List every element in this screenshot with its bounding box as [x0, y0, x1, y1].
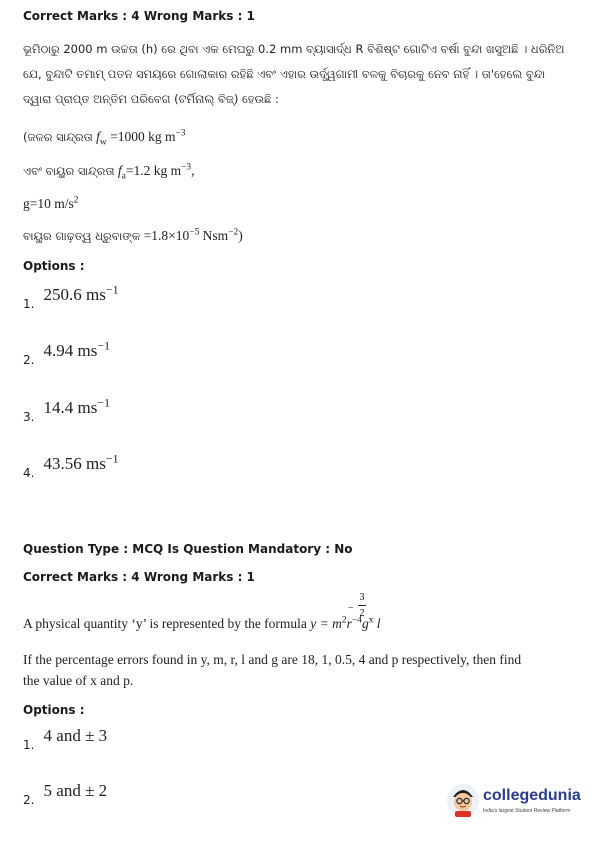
option-value: 14.4 $ms^{-1}$: [43, 395, 111, 417]
formula-intro: A physical quantity ‘y’ is represented by the formula: [23, 616, 307, 631]
g-var: g: [361, 616, 369, 631]
air-exp: −3: [181, 162, 192, 173]
water-subscript: w: [99, 137, 107, 148]
formula-lhs: y = m: [310, 616, 342, 631]
visc-end: ): [238, 228, 243, 243]
option-value: 250.6 $ms^{-1}$: [43, 282, 119, 304]
option-value: 4 and ± 3: [43, 726, 108, 745]
collegedunia-logo: [446, 783, 586, 823]
q1-given-air: [23, 160, 195, 182]
q2-option-1[interactable]: [23, 726, 108, 752]
option-number: 2.: [23, 353, 35, 367]
visc-label: ବାୟୁର ଗାଢ଼ତ୍ୱ ଧ୍ରୁବାଙ୍କ: [23, 229, 141, 243]
l-exp-sign: −: [348, 603, 354, 614]
l-exp-fraction-bar: [358, 605, 366, 606]
q1-options-label: Options :: [23, 259, 85, 273]
air-label: ଏବଂ ବାୟୁର ସାନ୍ଦ୍ରତା: [23, 164, 115, 178]
air-symbol: f: [117, 163, 122, 178]
g-value: g=10 m/s: [23, 196, 74, 211]
q1-option-3[interactable]: [23, 395, 111, 424]
l-var: l: [376, 616, 381, 631]
l-exp-sign-wrap: [348, 603, 369, 614]
q2-text-line-2: the value of x and p.: [23, 673, 134, 688]
g-exp: x: [368, 615, 374, 626]
q1-option-4[interactable]: [23, 451, 119, 480]
q1-option-2[interactable]: [23, 338, 111, 367]
student-mascot-icon: [446, 783, 480, 819]
q2-marks-line: Correct Marks : 4 Wrong Marks : 1: [23, 570, 255, 584]
q2-option-2[interactable]: [23, 781, 108, 807]
visc-unit-exp: −2: [228, 227, 239, 238]
option-number: 4.: [23, 466, 35, 480]
air-end: ,: [191, 163, 195, 178]
q1-option-1[interactable]: [23, 282, 119, 311]
q1-text-line-1: ଭୂମିଠାରୁ 2000 m ଉଚ୍ଚତା (h) ରେ ଥିବା ଏକ ମେଘରୁ 0.2 mm ବ୍ୟାସାର୍ଦ୍ଧ R ବିଶିଷ୍ଟ ଗୋଟିଏ ବର୍ଷା ବୁନ୍ଦା ଖସୁଅଛି । ଧରିନିଅ: [23, 42, 565, 56]
option-number: 1.: [23, 738, 35, 752]
air-subscript: a: [121, 171, 126, 182]
q1-text-line-2: ଯେ, ବୁନ୍ଦାଟି ତମାମ୍ ପତନ ସମୟରେ ଗୋଲାକାର ରହିଛି ଏବଂ ଏହାର ଉର୍ଦ୍ଧ୍ୱଗାମୀ ବଳକୁ ବିଚାରକୁ ନେବ ନାହିଁ । ତା'ହେଲେ ବୁନ୍ଦା: [23, 67, 546, 81]
option-number: 1.: [23, 297, 35, 311]
option-number: 3.: [23, 410, 35, 424]
option-number: 2.: [23, 793, 35, 807]
l-exp-numerator: 3: [359, 592, 365, 603]
water-symbol: f: [96, 129, 100, 144]
water-label: (ଜଳର ସାନ୍ଦ୍ରତା: [23, 130, 93, 144]
q1-given-water: [23, 126, 186, 148]
q2-formula-line: [23, 613, 381, 634]
m-exp: 2: [341, 615, 347, 626]
visc-exp: −5: [189, 227, 200, 238]
q1-text-line-3: ଦ୍ୱାରା ପ୍ରାପ୍ତ ଅନ୍ତିମ ପରିବେଗ (ଟର୍ମିନାଲ୍ ବିଜ୍) ହେଉଛି :: [23, 92, 279, 106]
l-exp-denominator: 2: [359, 608, 365, 619]
q1-marks-line: Correct Marks : 4 Wrong Marks : 1: [23, 9, 255, 23]
option-value: 5 and ± 2: [43, 781, 108, 800]
water-value: =1000 kg m: [110, 129, 176, 144]
water-exp: −3: [175, 128, 186, 139]
q2-type-line: Question Type : MCQ Is Question Mandatory : No: [23, 542, 353, 556]
logo-wordmark: collegedunia: [483, 787, 581, 804]
q1-given-g: [23, 193, 78, 214]
l-exponent: [348, 592, 369, 619]
air-value: =1.2 kg m: [125, 163, 182, 178]
logo-tagline: India's largest Student Review Platform: [483, 808, 571, 814]
g-exp: 2: [73, 195, 79, 206]
q2-options-label: Options :: [23, 703, 85, 717]
r-var: r: [346, 616, 352, 631]
q2-text-line-1: If the percentage errors found in y, m, r, l and g are 18, 1, 0.5, 4 and p respectively, then find: [23, 652, 522, 667]
option-value: 43.56 $ms^{-1}$: [43, 451, 119, 473]
option-value: 4.94 $ms^{-1}$: [43, 338, 111, 360]
visc-unit: Nsm: [199, 228, 229, 243]
r-exp: −4: [351, 615, 362, 626]
q1-given-viscosity: [23, 225, 243, 247]
visc-value: =1.8×10: [143, 228, 190, 243]
